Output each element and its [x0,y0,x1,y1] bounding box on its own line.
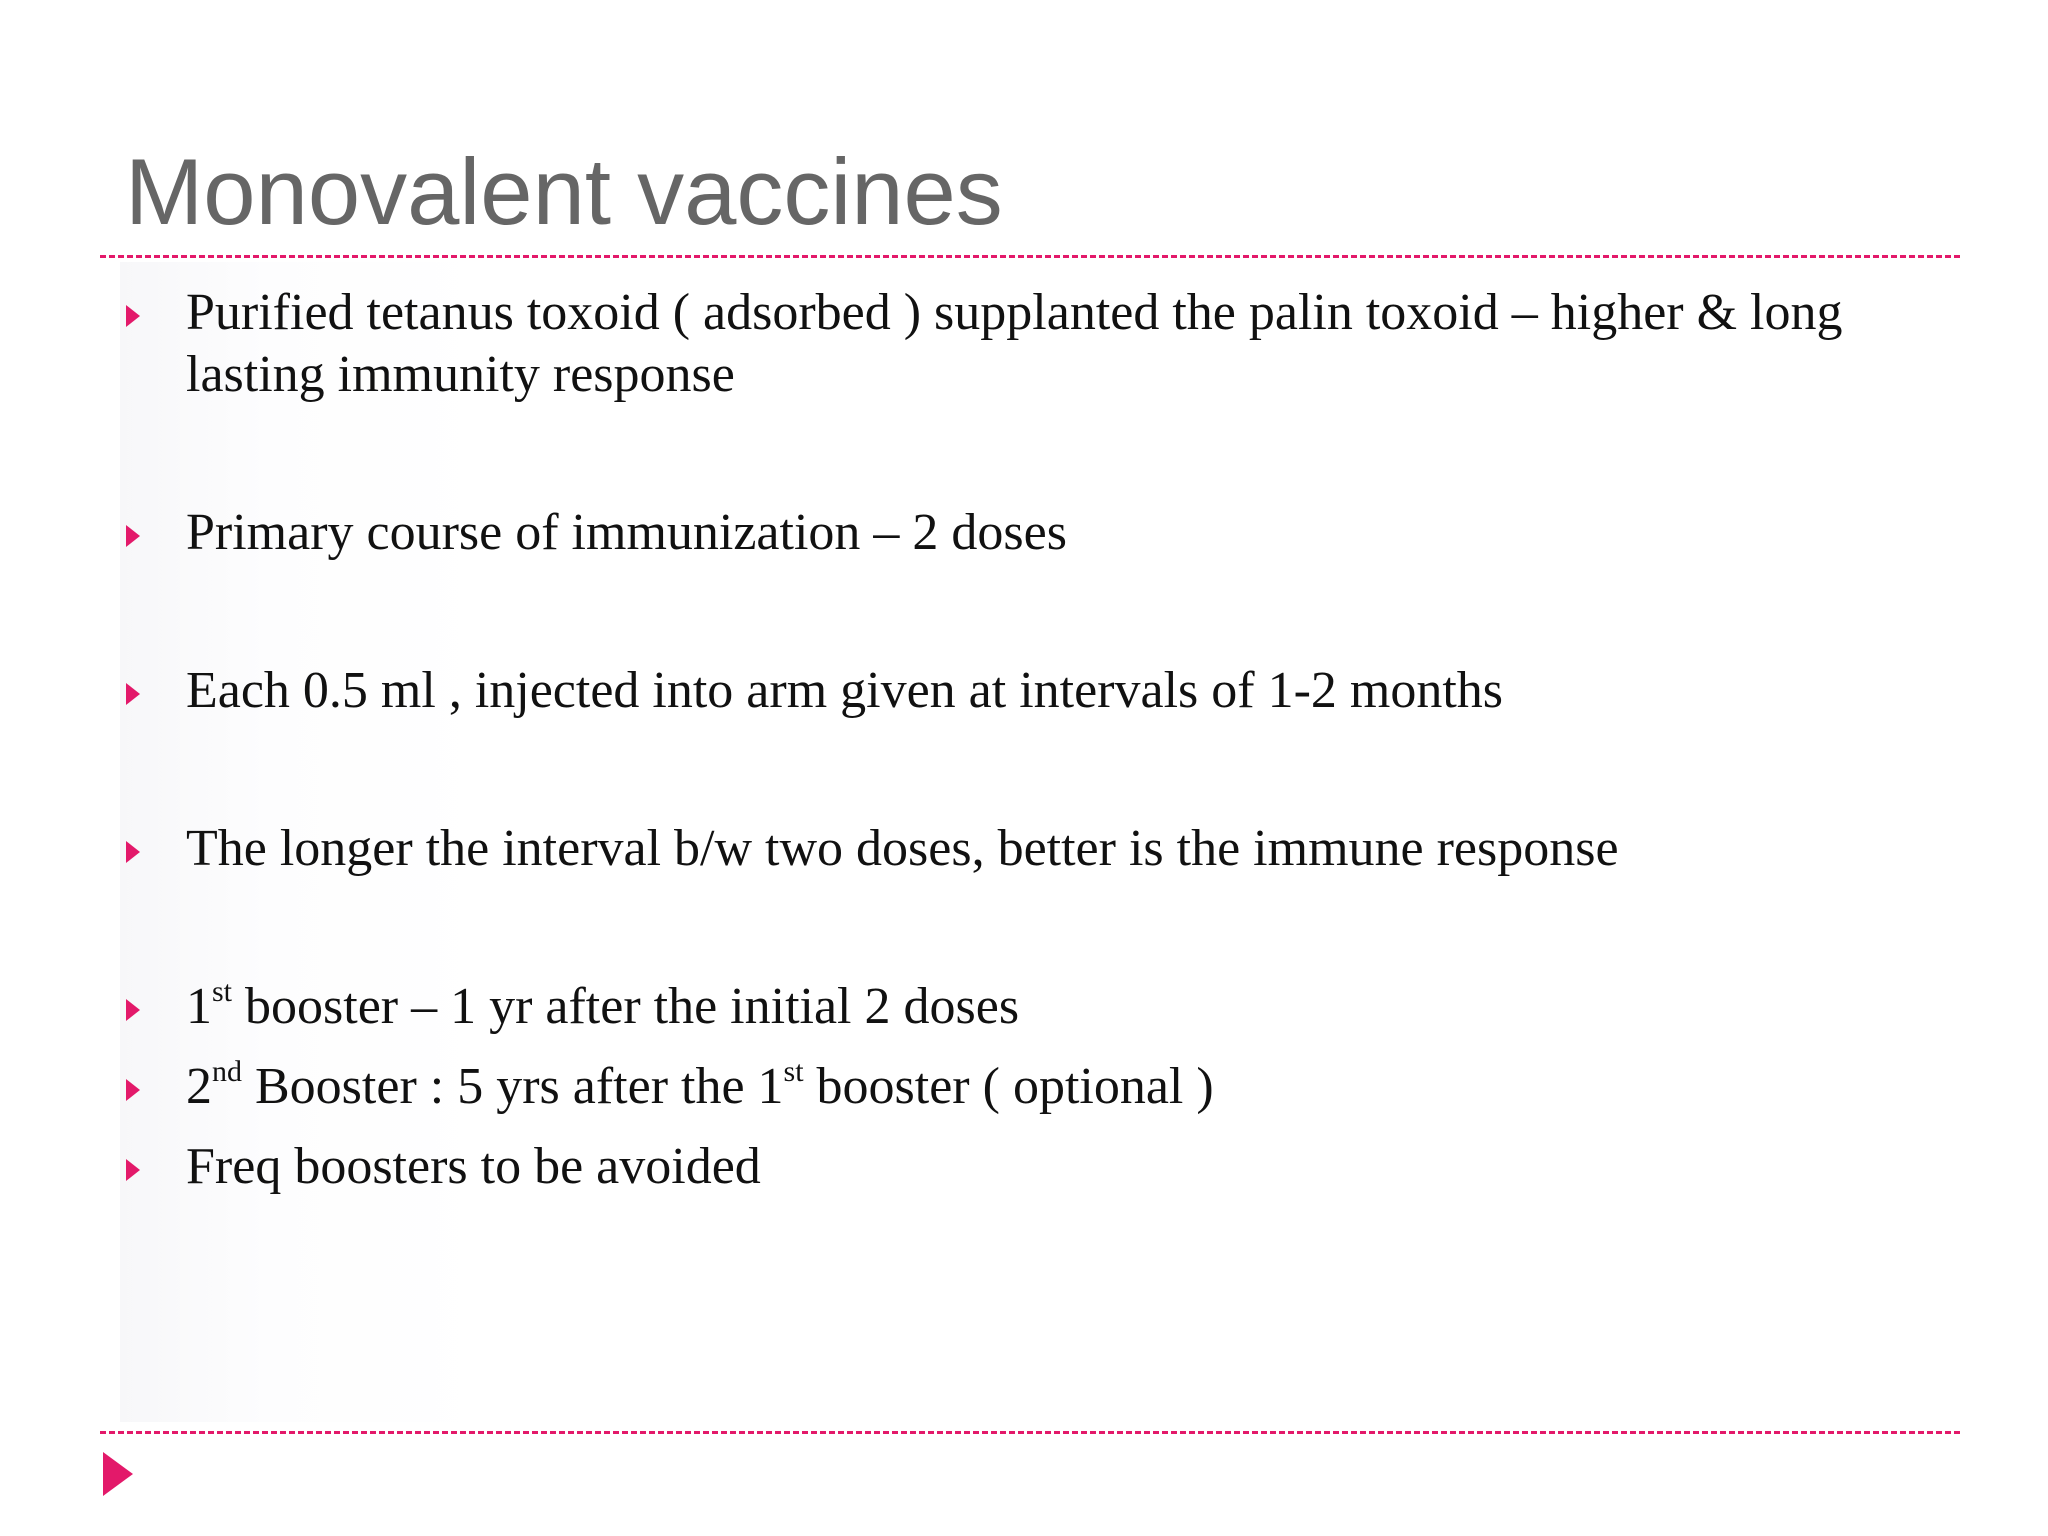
bullet-text-middle: Booster : 5 yrs after the 1 [242,1058,784,1115]
bullet-list [120,282,1920,1198]
triangle-right-icon [126,683,140,705]
bullet-item [120,1056,1920,1118]
ordinal-suffix: nd [212,1054,242,1088]
footer-divider [100,1431,1960,1434]
bullet-item [120,282,1920,406]
bullet-item [120,502,1920,564]
bullet-text [186,974,1020,1035]
bullet-item [120,976,1920,1038]
bullet-text: Freq boosters to be avoided [186,1138,761,1195]
ordinal-number: 1 [186,978,212,1035]
play-arrow-icon [103,1452,133,1496]
bullet-item [120,1136,1920,1198]
bullet-text: The longer the interval b/w two doses, better is the immune response [186,820,1619,877]
ordinal-suffix: st [212,974,233,1008]
triangle-right-icon [126,525,140,547]
ordinal-number: 2 [186,1058,212,1115]
bullet-text-rest: booster ( optional ) [803,1058,1214,1115]
bullet-text-rest: booster – 1 yr after the initial 2 doses [232,978,1020,1035]
slide-title: Monovalent vaccines [125,139,1003,244]
bullet-item [120,818,1920,880]
triangle-right-icon [126,999,140,1021]
bullet-text: Each 0.5 ml , injected into arm given at intervals of 1-2 months [186,662,1504,719]
triangle-right-icon [126,841,140,863]
bullet-text: Primary course of immunization – 2 doses [186,504,1067,561]
triangle-right-icon [126,305,140,327]
bullet-text [186,1054,1214,1115]
triangle-right-icon [126,1079,140,1101]
title-divider [100,255,1960,258]
ordinal-suffix: st [783,1054,804,1088]
triangle-right-icon [126,1159,140,1181]
bullet-item [120,660,1920,722]
bullet-text: Purified tetanus toxoid ( adsorbed ) supplanted the palin toxoid – higher & long lasting immunity response [186,284,1843,403]
